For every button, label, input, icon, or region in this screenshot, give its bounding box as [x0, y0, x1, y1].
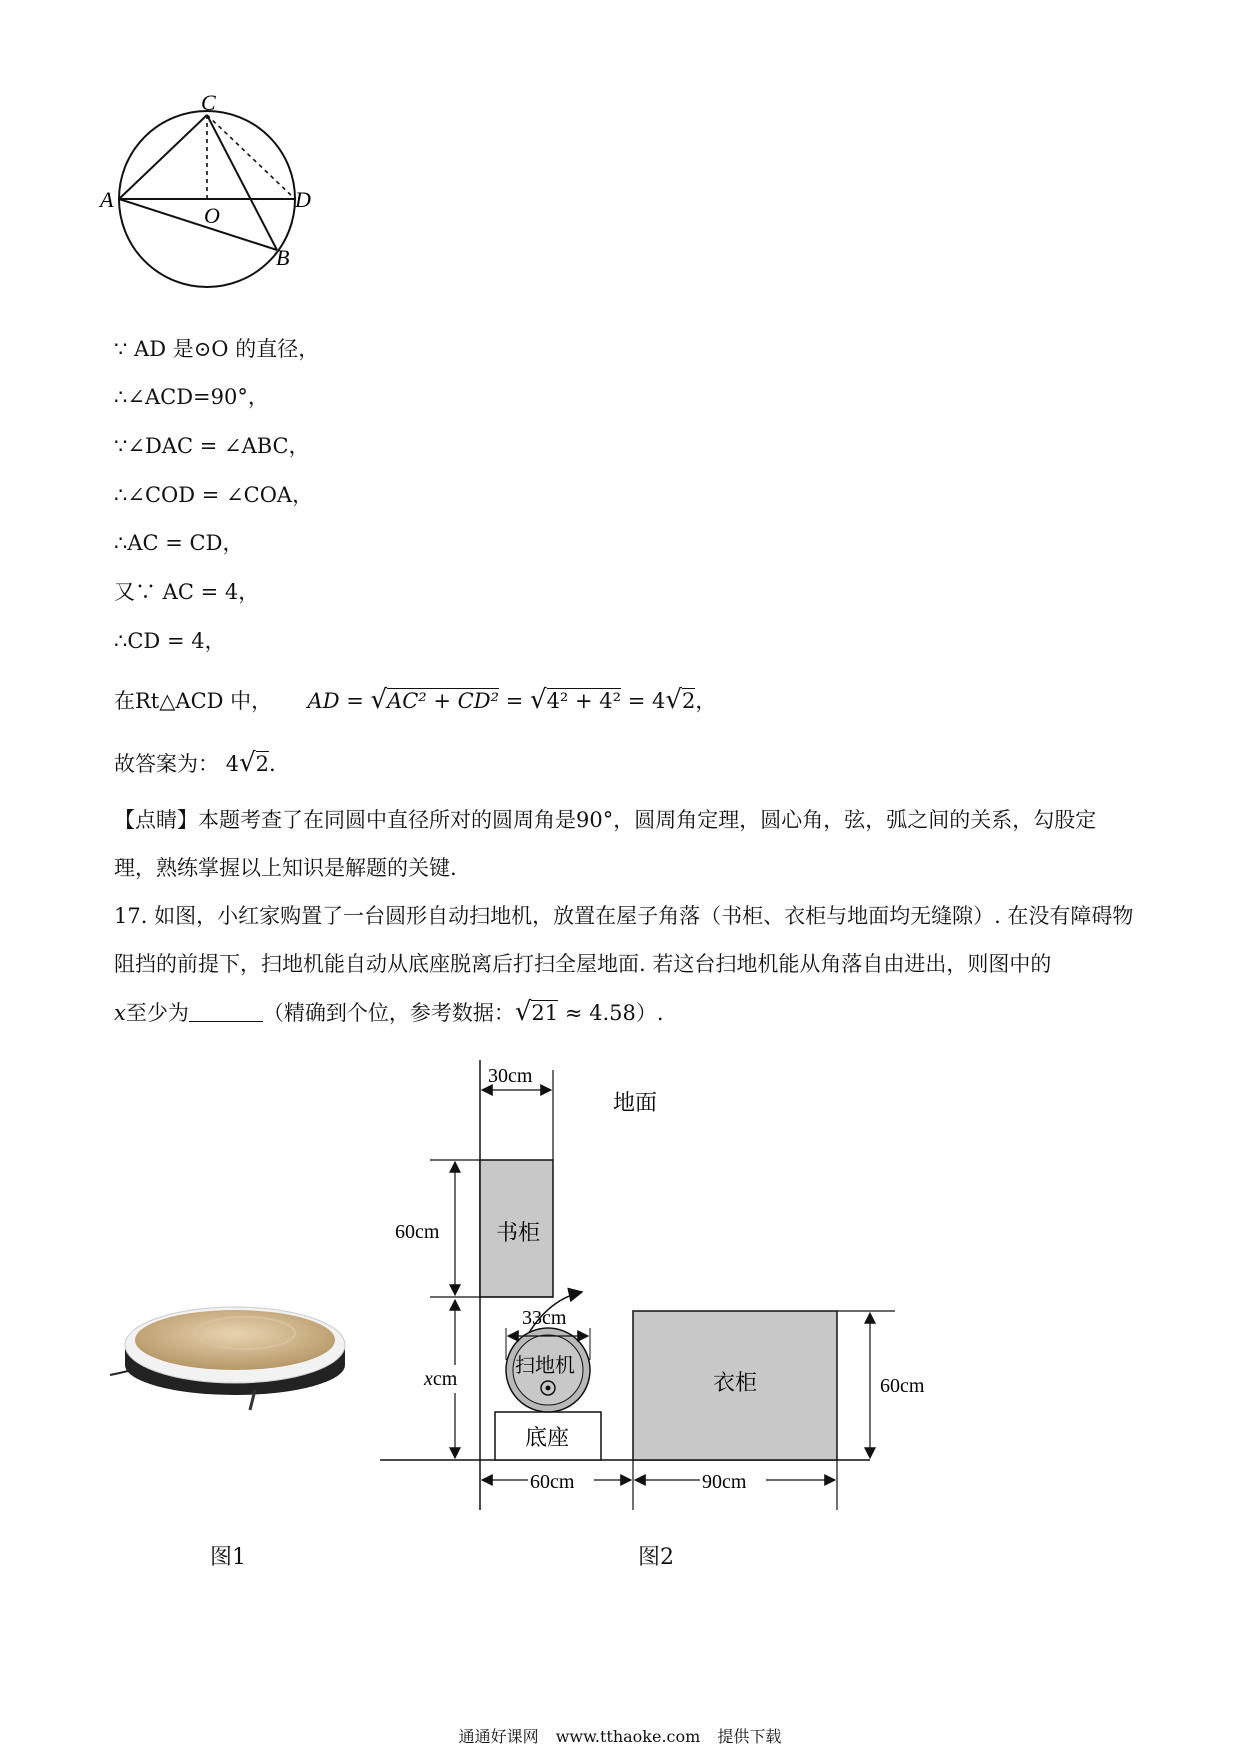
sqrt-content-3: 2: [681, 689, 696, 713]
circle-figure: [100, 90, 330, 295]
rt-prefix: 在Rt△ACD 中，: [114, 689, 273, 713]
floor-plan-figure: [395, 1060, 960, 1520]
solution-line-6: 又∵ AC = 4，: [114, 580, 260, 604]
bookcase-label: 书柜: [496, 1220, 541, 1245]
problem-17-var: x: [114, 1001, 126, 1025]
ref-sqrt-sign: √: [514, 997, 532, 1027]
robot-label: 扫地机: [515, 1355, 575, 1377]
answer-suffix: .: [269, 752, 276, 776]
dim-x: xcm: [424, 1368, 458, 1390]
dim-60-left: 60cm: [395, 1221, 440, 1243]
dim-60-bottom: 60cm: [530, 1471, 575, 1493]
label-c: C: [201, 90, 216, 115]
label-a: A: [100, 187, 114, 212]
solution-line-1: ∵ AD 是⊙O 的直径，: [114, 337, 320, 361]
dim-33: 33cm: [522, 1307, 567, 1329]
footer-note: 提供下载: [717, 1727, 782, 1746]
solution-line-5: ∴AC = CD，: [114, 531, 244, 555]
rt-eq2: = 4: [627, 689, 666, 713]
dim-60-right: 60cm: [880, 1375, 925, 1397]
solution-line-7: ∴CD = 4，: [114, 629, 226, 653]
floor-label: 地面: [613, 1090, 658, 1115]
page-footer: [0, 1724, 1240, 1747]
solution-line-2: ∴∠ACD=90°，: [114, 385, 269, 409]
footer-url[interactable]: www.tthaoke.com: [555, 1727, 701, 1746]
caption-fig1: 图1: [210, 1545, 246, 1570]
solution-line-3: ∵∠DAC = ∠ABC，: [114, 434, 310, 458]
sqrt-sign-1: √: [370, 685, 388, 715]
robot-vacuum-image: [110, 1295, 350, 1445]
wardrobe-label: 衣柜: [713, 1370, 758, 1395]
base-label: 底座: [525, 1425, 570, 1450]
problem-17-text-2: 至少为: [125, 1001, 189, 1025]
answer-prefix: 故答案为：: [114, 752, 219, 776]
rt-suffix: ，: [695, 689, 717, 713]
solution-line-4: ∴∠COD = ∠COA，: [114, 483, 314, 507]
label-o: O: [204, 203, 220, 228]
answer-line: [114, 748, 276, 779]
sqrt-sign-2: √: [529, 685, 547, 715]
footer-site: 通通好课网: [458, 1727, 539, 1746]
problem-17-text-1: 17. 如图，小红家购置了一台圆形自动扫地机，放置在屋子角落（书柜、衣柜与地面均无缝隙）. 在没有障碍物阻挡的前提下，扫地机能自动从底座脱离后打扫全屋地面. 若这台扫地机能从角落自由进出，则图中的: [114, 904, 1134, 976]
caption-fig2: 图2: [638, 1545, 674, 1570]
rt-eq1: =: [505, 689, 524, 713]
rt-lhs: AD =: [307, 689, 364, 713]
dim-30: 30cm: [488, 1065, 533, 1087]
ref-value: ≈ 4.58: [564, 1001, 636, 1025]
problem-17-text-3: （精确到个位，参考数据：: [262, 1001, 515, 1025]
sqrt-content-1: AC² + CD²: [387, 689, 499, 713]
comment-paragraph: 【点睛】本题考查了在同圆中直径所对的圆周角是90°，圆周角定理，圆心角，弦，弧之间的关系，勾股定理，熟练掌握以上知识是解题的关键.: [114, 808, 1097, 880]
answer-blank[interactable]: [189, 999, 263, 1022]
problem-17: [114, 892, 1134, 1037]
sqrt-sign-3: √: [665, 685, 682, 715]
ref-sqrt-content: 21: [531, 1001, 559, 1025]
answer-sqrt-sign: √: [239, 748, 256, 778]
answer-sqrt-content: 2: [255, 752, 270, 776]
label-d: D: [295, 187, 311, 212]
problem-17-text-4: ）.: [635, 1001, 664, 1025]
rt-formula-line: [114, 685, 716, 716]
dim-90: 90cm: [702, 1471, 747, 1493]
sqrt-content-2: 4² + 4²: [546, 689, 622, 713]
answer-coef: 4: [225, 752, 240, 776]
label-b: B: [276, 245, 290, 270]
